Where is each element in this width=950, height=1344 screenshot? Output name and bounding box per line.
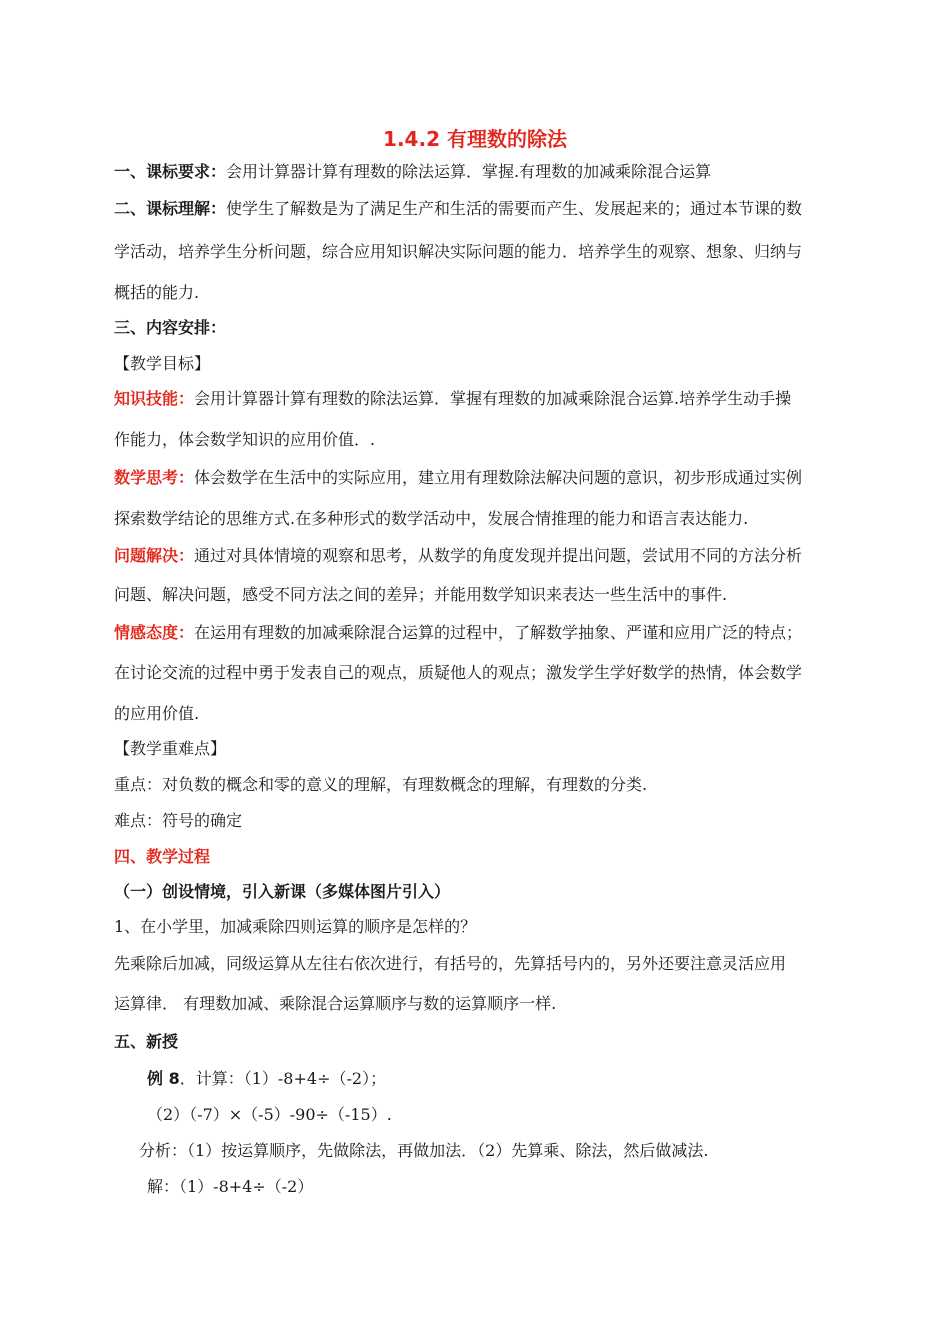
page-title: 1.4.2 有理数的除法 [383, 127, 567, 151]
example-item-2: （2）（-7）×（-5）-90÷（-15）. [147, 1105, 392, 1124]
question-1: 1、在小学里，加减乘除四则运算的顺序是怎样的？ [114, 917, 477, 936]
section2-line1 [114, 198, 850, 220]
example-solution: 解：（1）-8+4÷（-2） [147, 1177, 314, 1196]
problem-line2: 问题、解决问题，感受不同方法之间的差异；并能用数学知识来表达一些生活中的事件. [114, 585, 728, 604]
intro-heading: （一）创设情境，引入新课（多媒体图片引入） [114, 882, 451, 901]
attitude-line2: 在讨论交流的过程中勇于发表自己的观点，质疑他人的观点；激发学生学好数学的热情，体会数学 [114, 663, 803, 682]
section4-label: 四、教学过程 [114, 847, 211, 866]
answer-1-line1: 先乘除后加减，同级运算从左往右依次进行，有括号的，先算括号内的，另外还要注意灵活应用 [114, 954, 787, 973]
thinking-text1: 体会数学在生活中的实际应用，建立用有理数除法解决问题的意识，初步形成通过实例 [194, 468, 803, 487]
thinking-label: 数学思考： [114, 468, 195, 487]
example-label: 例 8 [147, 1069, 180, 1088]
difficult-point: 难点：符号的确定 [114, 811, 243, 830]
section2-line2: 学活动，培养学生分析问题，综合应用知识解决实际问题的能力．培养学生的观察、想象、归纳与 [114, 242, 803, 261]
attitude-line1 [114, 622, 850, 644]
section5-label: 五、新授 [114, 1032, 179, 1051]
problem-line1 [114, 545, 850, 567]
problem-label: 问题解决： [114, 546, 195, 565]
problem-text1: 通过对具体情境的观察和思考，从数学的角度发现并提出问题，尝试用不同的方法分析 [194, 546, 803, 565]
goals-header: 【教学目标】 [114, 354, 211, 373]
example-analysis: 分析：（1）按运算顺序，先做除法，再做加法．（2）先算乘、除法，然后做减法. [139, 1141, 709, 1160]
knowledge-text1: 会用计算器计算有理数的除法运算．掌握有理数的加减乘除混合运算.培养学生动手操 [194, 389, 792, 408]
attitude-label: 情感态度： [114, 623, 195, 642]
section1-label: 一、课标要求： [114, 162, 227, 181]
section2-label: 二、课标理解： [114, 199, 227, 218]
knowledge-line2: 作能力，体会数学知识的应用价值．. [114, 430, 376, 449]
section2-line3: 概括的能力. [114, 283, 200, 302]
thinking-line2: 探索数学结论的思维方式.在多种形式的数学活动中，发展合情推理的能力和语言表达能力. [114, 509, 749, 528]
example-line [147, 1068, 850, 1090]
knowledge-label: 知识技能： [114, 389, 195, 408]
answer-1-line2: 运算律． 有理数加减、乘除混合运算顺序与数的运算顺序一样. [114, 994, 557, 1013]
section1-text: 会用计算器计算有理数的除法运算．掌握.有理数的加减乘除混合运算 [226, 162, 712, 181]
knowledge-line1 [114, 388, 850, 410]
attitude-line3: 的应用价值. [114, 704, 200, 723]
key-point: 重点：对负数的概念和零的意义的理解，有理数概念的理解，有理数的分类. [114, 775, 648, 794]
section2-text1: 使学生了解数是为了满足生产和生活的需要而产生、发展起来的；通过本节课的数 [226, 199, 803, 218]
section1-line [114, 161, 850, 183]
example-text: ．计算：（1）-8+4÷（-2）； [179, 1069, 387, 1088]
attitude-text1: 在运用有理数的加减乘除混合运算的过程中，了解数学抽象、严谨和应用广泛的特点； [194, 623, 803, 642]
key-header: 【教学重难点】 [114, 739, 227, 758]
thinking-line1 [114, 467, 850, 489]
section3-label: 三、内容安排： [114, 318, 227, 337]
